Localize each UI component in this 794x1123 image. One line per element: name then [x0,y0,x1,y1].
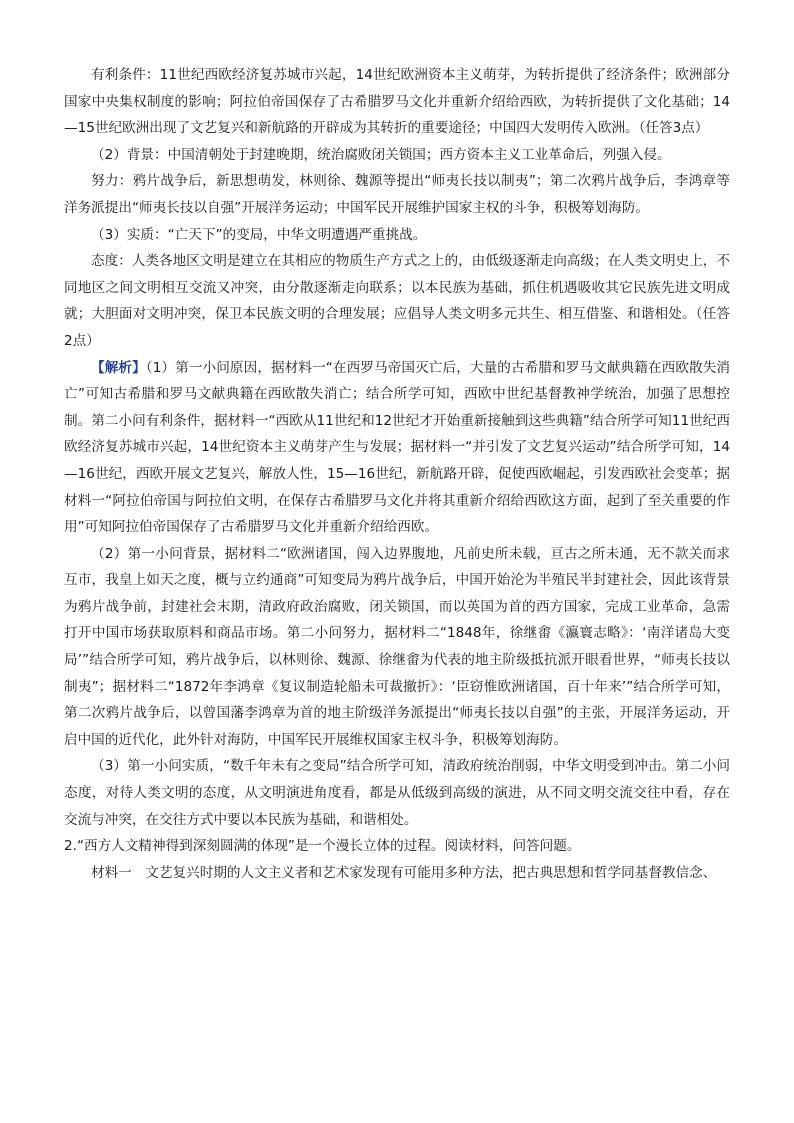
material-one-text: 材料一 文艺复兴时期的人文主义者和艺术家发现有可能用多种方法，把古典思想和哲学同基督教信念、 [91,864,717,881]
analysis-part-3: （3）第一小问实质，“数千年未有之变局”结合所学可知，清政府统治削弱，中华文明受到冲击。第二小问态度，对待人类文明的态度，从文明演进角度看，都是从低级到高级的演进，从不同文明交流交往中看，存在交流与冲突，在交往方式中要以本民族为基础，和谐相处。 [64,758,730,828]
analysis-tag: 【解析】 [91,359,146,376]
answer-background: （2）背景：中国清朝处于封建晚期，统治腐败闭关锁国；西方资本主义工业革命后，列强入侵。 [91,146,671,163]
answer-efforts: 努力：鸦片战争后，新思想萌发，林则徐、魏源等提出“师夷长技以制夷”；第二次鸦片战争后，李鸿章等洋务派提出“师夷长技以自强”开展洋务运动；中国军民开展维护国家主权的斗争，积极筹划海防。 [64,173,730,216]
analysis-part-1-text: （1）第一小问原因，据材料一“在西罗马帝国灭亡后，大量的古希腊和罗马文献典籍在西欧散失消亡”可知古希腊和罗马文献典籍在西欧散失消亡；结合所学可知，西欧中世纪基督教神学统治，加强了思想控制。第二小问有利条件，据材料一“西欧从11世纪和12世纪才开始重新接触到这些典籍”结合所学可知11世纪西欧经济复苏城市兴起，14世纪资本主义萌芽产生与发展；据材料一“并引发了文艺复兴运动”结合所学可知，14—16世纪，西欧开展文艺复兴，解放人性，15—16世纪，新航路开辟，促使西欧崛起，引发西欧社会变革；据材料一“阿拉伯帝国与阿拉伯文明，在保存古希腊罗马文化并将其重新介绍给西欧这方面，起到了至关重要的作用”可知阿拉伯帝国保存了古希腊罗马文化并重新介绍给西欧。 [64,359,731,536]
analysis-part-1 [64,355,730,541]
question-2-stem: 2.“西方人文精神得到深刻圆满的体现”是一个漫长立体的过程。阅读材料，问答问题。 [64,838,581,855]
answer-essence: （3）实质：“亡天下”的变局，中华文明遭遇严重挑战。 [91,226,427,243]
analysis-part-2: （2）第一小问背景，据材料二“欧洲诸国，闯入边界腹地，凡前史所未载，亘古之所未通，无不款关而求互市，我皇上如天之度，概与立约通商”可知变局为鸦片战争后，中国开始沦为半殖民半封建社会，因此该背景为鸦片战争前，封建社会末期，清政府政治腐败，闭关锁国，而以英国为首的西方国家，完成工业革命，急需打开中国市场获取原料和商品市场。第二小问努力，据材料二“1848年，徐继畬《瀛寰志略》：‘南洋诸岛大变局’”结合所学可知，鸦片战争后，以林则徐、魏源、徐继畬为代表的地主阶级抵抗派开眼看世界，“师夷长技以制夷”；据材料二“1872年李鸿章《复议制造轮船未可裁撤折》：‘臣窃惟欧洲诸国，百十年来’”结合所学可知，第二次鸦片战争后，以曾国藩李鸿章为首的地主阶级洋务派提出“师夷长技以自强”的主张，开展洋务运动，开启中国的近代化，此外针对海防，中国军民开展维权国家主权斗争，积极筹划海防。 [64,545,730,748]
answer-attitude: 态度：人类各地区文明是建立在其相应的物质生产方式之上的，由低级逐渐走向高级；在人类文明史上，不同地区之间文明相互交流又冲突，由分散逐渐走向联系；以本民族为基础，抓住机遇吸收其它民族先进文明成就；大胆面对文明冲突，保卫本民族文明的合理发展；应倡导人类文明多元共生、相互借鉴、和谐相处。（任答2点） [64,253,730,349]
answer-favorable-conditions: 有利条件：11世纪西欧经济复苏城市兴起，14世纪欧洲资本主义萌芽，为转折提供了经济条件；欧洲部分国家中央集权制度的影响；阿拉伯帝国保存了古希腊罗马文化并重新介绍给西欧，为转折提供了文化基础；14—15世纪欧洲出现了文艺复兴和新航路的开辟成为其转折的重要途径；中国四大发明传入欧洲。（任答3点） [64,67,730,137]
